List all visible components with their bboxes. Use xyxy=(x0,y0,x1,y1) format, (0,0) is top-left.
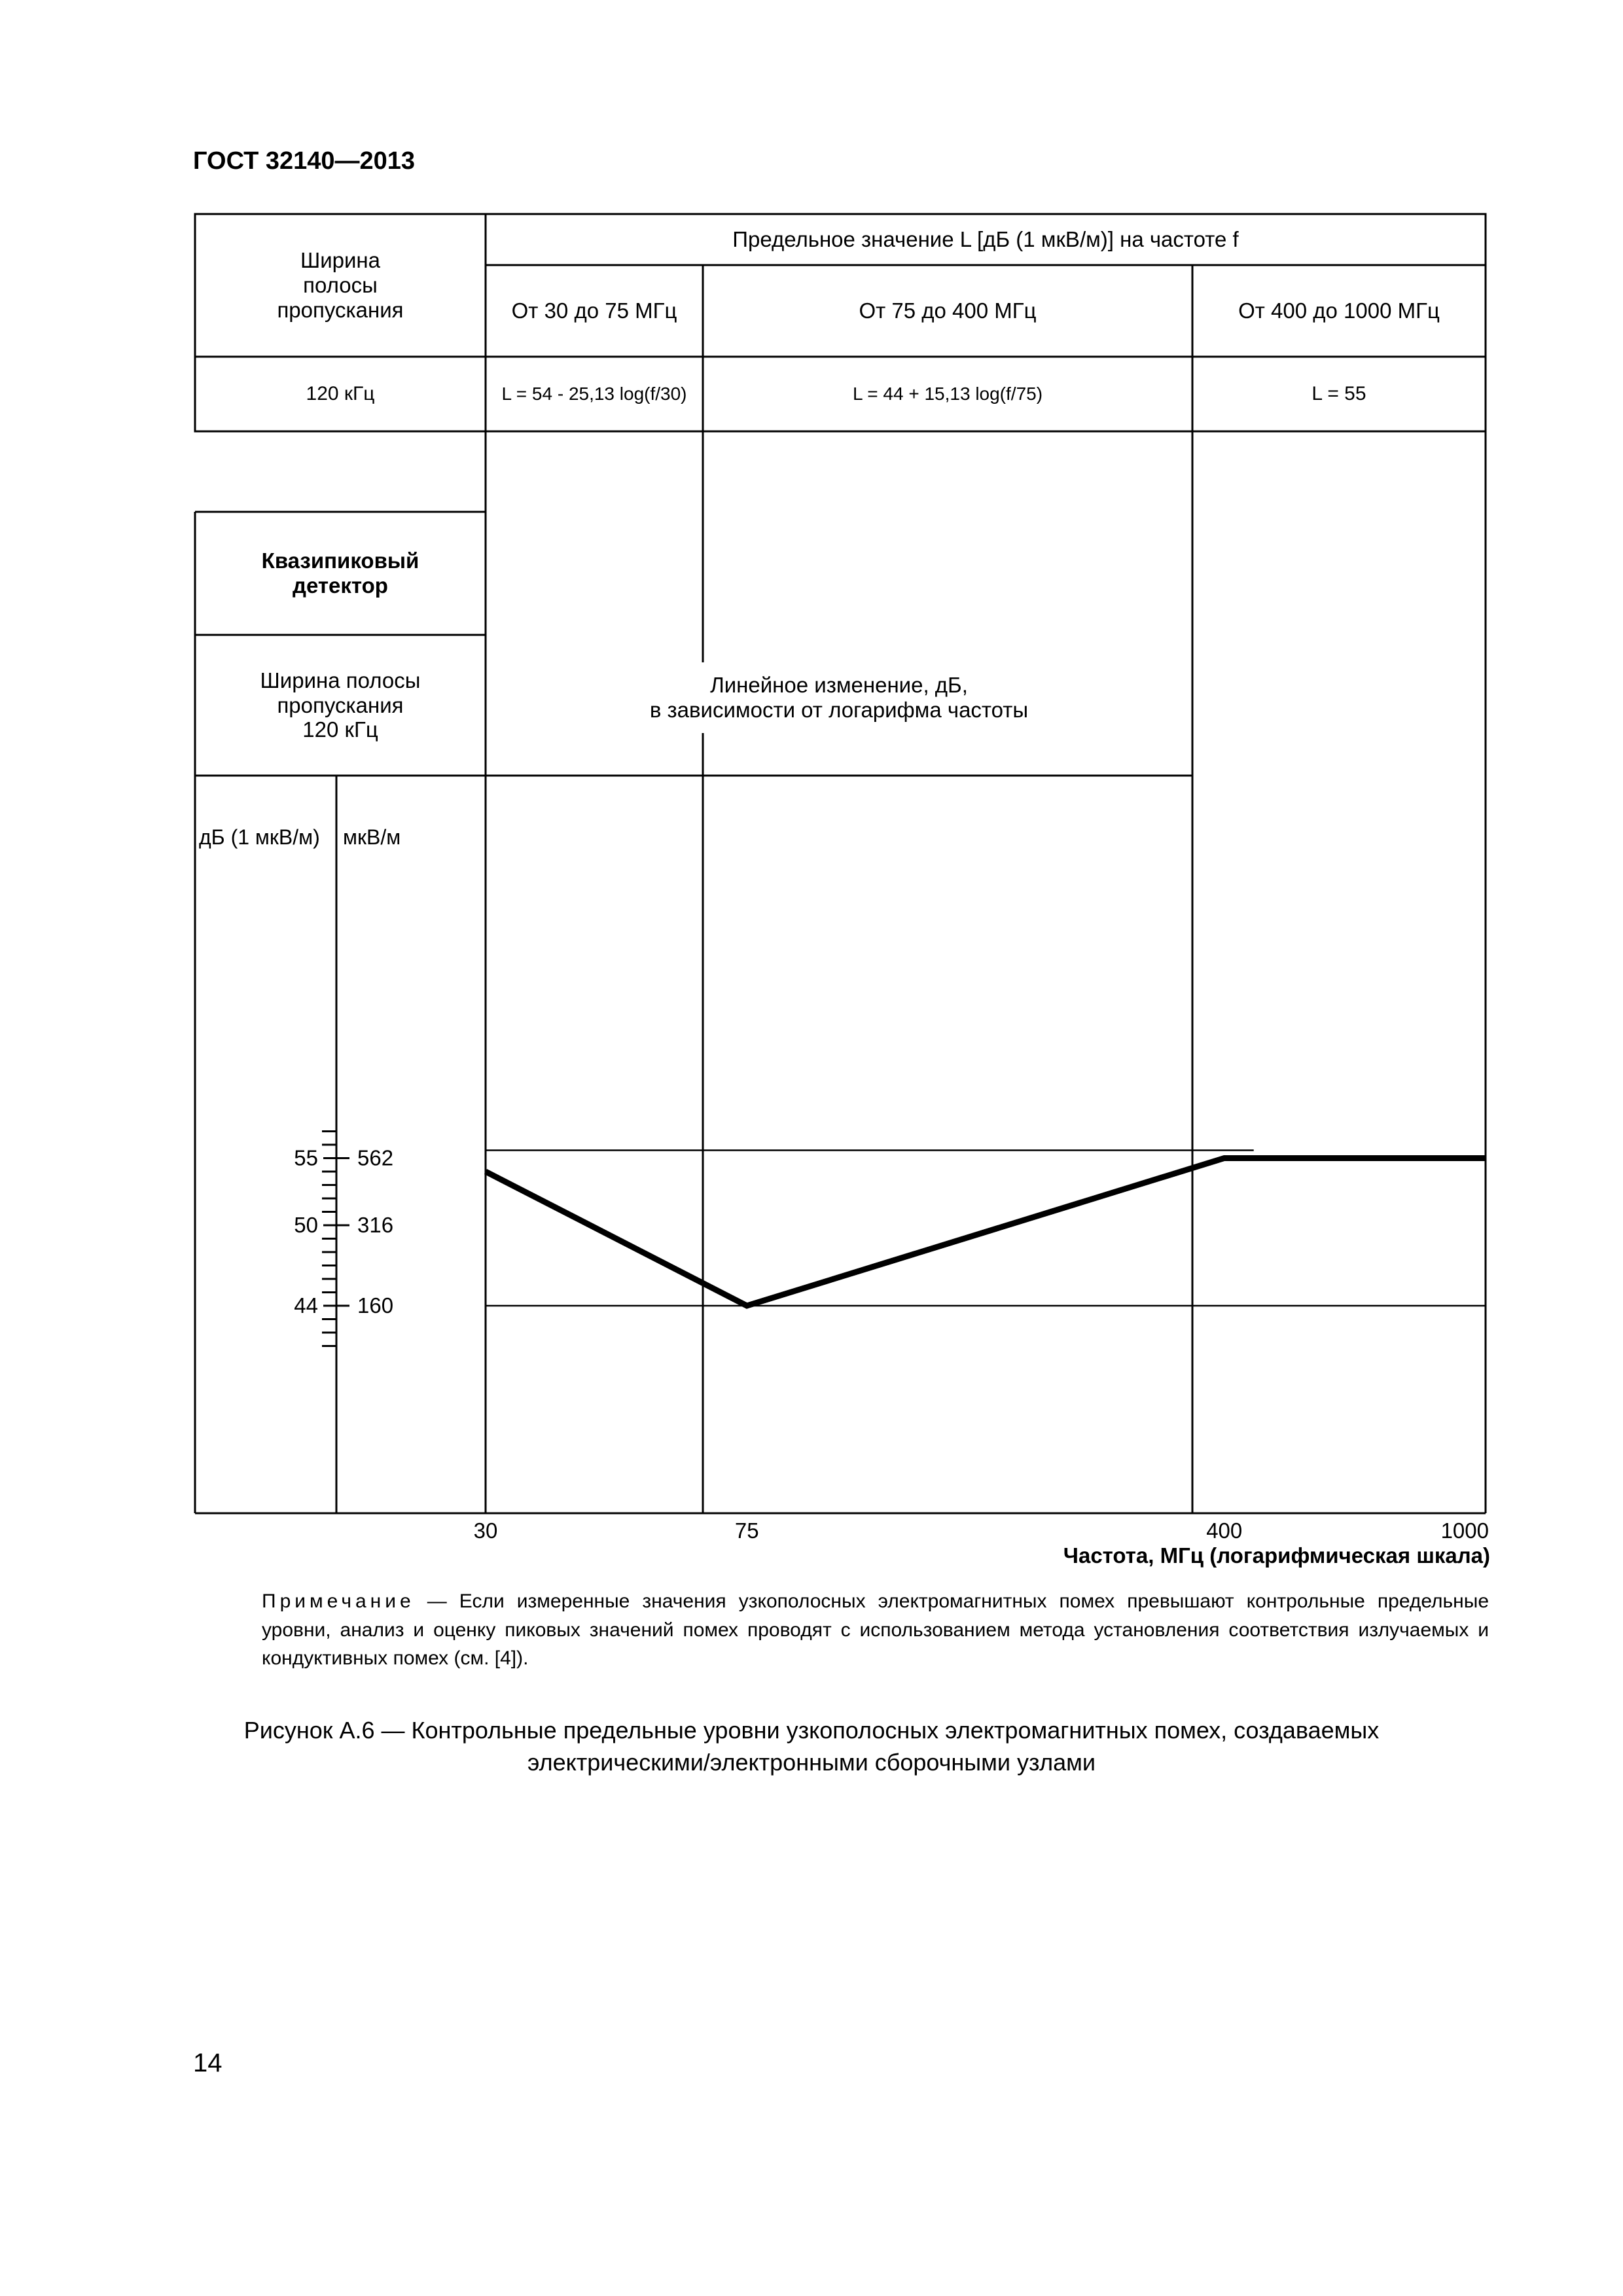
bandwidth-label: Ширина полосы пропускания 120 кГц xyxy=(260,668,421,742)
y-tick-label-uv: 316 xyxy=(357,1213,394,1237)
bandwidth-header: Ширина полосы пропускания xyxy=(277,248,404,322)
x-tick-label: 30 xyxy=(473,1518,498,1543)
figure-caption: Рисунок А.6 — Контрольные предельные уровни узкополосных электромагнитных помех, создаваемых электрическими/электронными сборочными узлами xyxy=(243,1717,1380,1776)
range-3: От 400 до 1000 МГц xyxy=(1238,298,1440,323)
formula-3: L = 55 xyxy=(1311,382,1366,404)
formula-1: L = 54 - 25,13 log(f/30) xyxy=(501,383,687,404)
formula-2: L = 44 + 15,13 log(f/75) xyxy=(852,383,1043,404)
page-number: 14 xyxy=(193,2049,223,2077)
uv-unit-label: мкВ/м xyxy=(343,825,401,849)
y-tick-label-db: 50 xyxy=(294,1213,318,1237)
x-axis-ticks xyxy=(474,1518,1489,1543)
limit-header: Предельное значение L [дБ (1 мкВ/м)] на частоте f xyxy=(732,227,1239,252)
note-text: — Если измеренные значения узкополосных электромагнитных помех превышают контрольные предельные уровни, анализ и оценку пиковых значений помех проводят с использованием метода установления соответствия излучаемых и кондуктивных помех (см. [4]). xyxy=(262,1590,1489,1669)
x-axis-label: Частота, МГц (логарифмическая шкала) xyxy=(1063,1543,1490,1568)
bandwidth-value: 120 кГц xyxy=(306,382,375,404)
note-prefix: Примечание xyxy=(262,1590,415,1612)
x-tick-label: 75 xyxy=(734,1518,759,1543)
y-tick-label-db: 44 xyxy=(294,1293,318,1318)
reference-lines xyxy=(486,1151,1486,1306)
y-axis xyxy=(294,1132,393,1346)
x-tick-label: 1000 xyxy=(1440,1518,1489,1543)
db-unit-label: дБ (1 мкВ/м) xyxy=(199,825,320,849)
limit-series xyxy=(486,1158,1486,1306)
x-tick-label: 400 xyxy=(1206,1518,1243,1543)
document-header: ГОСТ 32140—2013 xyxy=(193,147,416,175)
limit-line xyxy=(486,1158,1486,1306)
chart-annotation: Линейное изменение, дБ, в зависимости от логарифма частоты xyxy=(649,673,1029,722)
detector-label: Квазипиковый детектор xyxy=(261,548,419,598)
range-2: От 75 до 400 МГц xyxy=(859,298,1037,323)
y-tick-label-uv: 160 xyxy=(357,1293,394,1318)
y-tick-label-uv: 562 xyxy=(357,1145,394,1170)
range-1: От 30 до 75 МГц xyxy=(511,298,677,323)
note xyxy=(262,1587,1489,1673)
y-tick-label-db: 55 xyxy=(294,1145,318,1170)
